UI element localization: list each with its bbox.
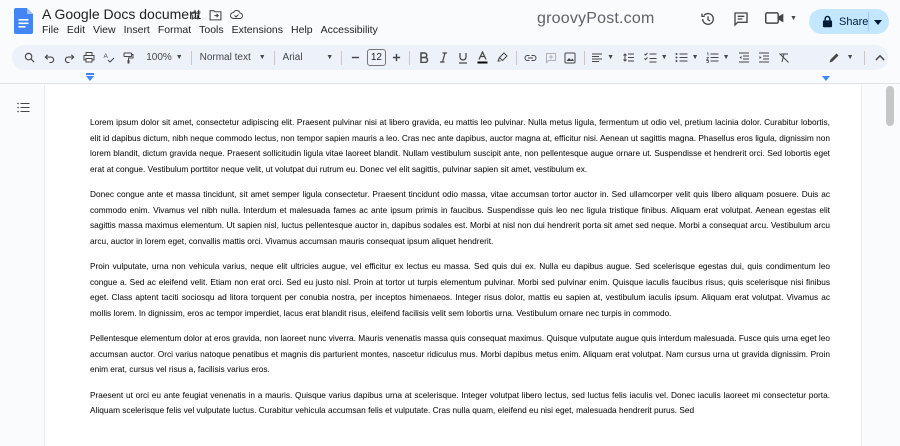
star-icon[interactable] xyxy=(188,8,201,21)
document-page[interactable] xyxy=(44,85,862,446)
cloud-saved-icon[interactable] xyxy=(230,8,243,21)
menu-format[interactable]: Format xyxy=(157,24,192,36)
clear-formatting-icon[interactable] xyxy=(776,49,792,67)
document-body[interactable] xyxy=(90,115,830,429)
ruler xyxy=(0,73,900,84)
paragraph[interactable]: Lorem ipsum dolor sit amet, consectetur adipiscing elit. Praesent pulvinar nisi at libero gravida, eu mattis leo pulvinar. Nulla metus ligula, fermentum ut odio vel, pretium lacinia dolor. Curabitur lobortis, elit id dapibus dictum, nibh neque commodo lectus, non tempor sapien mauris a leo. Cras nec ante dapibus, auctor magna at, efficitur nisi. Aenean ut sagittis magna. Phasellus eros ligula, dignissim non lorem blandit, dictum gravida neque. Praesent sollicitudin ligula vitae laoreet blandit. Nullam vestibulum suscipit ante, non pellentesque augue ornare ut. Suspendisse et hendrerit orci. Sed lobortis eget erat at congue. Vestibulum porttitor neque velit, ut volutpat dui rutrum eu. Donec vel elit sagittis, pulvinar sapien sit amet, vestibulum ex. xyxy=(90,117,830,174)
zoom-value: 100% xyxy=(146,52,172,63)
bulleted-list-icon xyxy=(675,52,688,63)
decrease-font-size-icon[interactable] xyxy=(348,49,364,67)
chevron-down-icon: ▼ xyxy=(326,54,334,61)
comments-icon[interactable] xyxy=(733,11,749,27)
paragraph-style-select[interactable] xyxy=(200,52,266,63)
docs-logo-icon[interactable] xyxy=(14,8,33,34)
chevron-down-icon: ▼ xyxy=(175,54,183,61)
paragraph[interactable]: Praesent ut orci eu ante feugiat venenatis in a mauris. Quisque varius dapibus urna at scelerisque. Integer volutpat libero lectus, sed luctus felis iaculis vel. Donec iaculis laoreet mi consectetur porta. Aliquam scelerisque felis vel vulputate luctus. Curabitur vehicula accumsan felis et vulputate. Cras nulla quam, eleifend eu nisi eget, malesuada hendrerit purus. Sed xyxy=(90,389,830,415)
vertical-scrollbar[interactable] xyxy=(886,86,894,126)
numbered-list-icon xyxy=(706,52,719,63)
toolbar-divider xyxy=(584,51,585,65)
highlight-color-icon[interactable] xyxy=(495,49,511,67)
underline-icon[interactable] xyxy=(455,49,471,67)
numbered-list-select[interactable] xyxy=(706,52,730,63)
formatting-toolbar xyxy=(12,45,888,70)
font-family-value: Arial xyxy=(282,52,303,63)
document-outline-icon[interactable] xyxy=(17,100,30,118)
app-header xyxy=(0,0,900,42)
version-history-icon[interactable] xyxy=(700,11,716,27)
align-left-icon xyxy=(591,53,603,63)
line-spacing-icon[interactable] xyxy=(621,49,637,67)
chevron-down-icon: ▼ xyxy=(722,54,730,61)
increase-indent-icon[interactable] xyxy=(756,49,772,67)
chevron-down-icon: ▼ xyxy=(258,54,266,61)
insert-image-icon[interactable] xyxy=(563,49,579,67)
insert-link-icon[interactable] xyxy=(523,49,539,67)
toolbar-divider xyxy=(274,51,275,65)
print-icon[interactable] xyxy=(81,49,97,67)
toolbar-divider xyxy=(191,51,192,65)
toolbar-divider xyxy=(864,51,865,65)
menu-view[interactable]: View xyxy=(93,24,116,36)
font-size-input[interactable]: 12 xyxy=(367,49,386,66)
menu-file[interactable]: File xyxy=(42,24,59,36)
menu-bar xyxy=(42,24,386,36)
share-divider xyxy=(868,12,869,31)
paragraph[interactable]: Proin vulputate, urna non vehicula varius, neque elit ultricies augue, vel efficitur ex lectus eu massa. Sed quis dui ex. Nulla eu dapibus augue. Sed scelerisque egestas dui, quis condimentum leo congue a. Sed ac eleifend velit. Etiam non erat orci. Sed eu justo nisl. Proin at tortor ut turpis elementum pulvinar. Morbi sed pulvinar enim. Quisque iaculis faucibus risus, quis scelerisque nisi finibus eget. Class aptent taciti sociosqu ad litora torquent per conubia nostra, per inceptos himenaeos. Integer risus dolor, mattis eu sapien at, vestibulum iaculis ipsum. Aliquam erat volutpat. Vivamus ac mollis lorem. In dignissim, eros ac tempor imperdiet, lacus erat blandit risus, eleifend facilisis velit sem lobortis urna. Vestibulum ornare nec turpis in commodo. xyxy=(90,261,830,318)
chevron-down-icon: ▼ xyxy=(790,14,797,22)
share-dropdown-icon[interactable] xyxy=(874,17,882,29)
move-folder-icon[interactable] xyxy=(209,8,222,21)
svg-text:A: A xyxy=(103,53,108,60)
document-title[interactable]: A Google Docs document xyxy=(42,6,201,22)
zoom-select[interactable] xyxy=(146,52,183,63)
menu-insert[interactable]: Insert xyxy=(123,24,150,36)
decrease-indent-icon[interactable] xyxy=(737,49,753,67)
checklist-select[interactable] xyxy=(644,52,668,63)
watermark-text: groovyPost.com xyxy=(537,10,655,27)
menu-help[interactable]: Help xyxy=(291,24,313,36)
menu-accessibility[interactable]: Accessibility xyxy=(320,24,378,36)
toolbar-divider xyxy=(516,51,517,65)
increase-font-size-icon[interactable] xyxy=(389,49,405,67)
chevron-down-icon: ▼ xyxy=(607,54,615,61)
search-menus-icon[interactable] xyxy=(22,49,38,67)
checklist-icon xyxy=(644,52,657,63)
pencil-icon xyxy=(828,52,840,64)
chevron-down-icon: ▼ xyxy=(846,54,854,61)
italic-icon[interactable] xyxy=(435,49,451,67)
font-family-select[interactable] xyxy=(283,52,334,63)
redo-icon[interactable] xyxy=(61,49,77,67)
menu-extensions[interactable]: Extensions xyxy=(231,24,284,36)
first-line-indent-handle[interactable] xyxy=(86,73,94,75)
paragraph[interactable]: Donec congue ante et massa tincidunt, sit amet semper ligula consectetur. Praesent tincidunt odio massa, vitae accumsan tortor auctor in. Sed ullamcorper velit quis libero aliquam posuere. Duis ac commodo enim. Vivamus vel nibh nulla. Interdum et malesuada fames ac ante ipsum primis in faucibus. Suspendisse quis leo nec ligula tristique finibus. Aliquam erat volutpat. Aenean egestas elit sagittis massa maximus elementum. Ut sapien nisl, luctus pellentesque auctor in, dapibus sodales est. Morbi at nisl non dui hendrerit porta sit amet sed neque. Morbi a consequat arcu. Vestibulum arcu arcu, auctor in lorem eget, convallis mattis orci. Vivamus accumsan mauris consequat ipsum aliquet hendrerit. xyxy=(90,189,830,246)
share-button[interactable] xyxy=(809,9,889,34)
hide-menus-icon[interactable] xyxy=(872,49,888,67)
meet-icon[interactable] xyxy=(765,11,797,25)
lock-icon xyxy=(822,15,833,28)
align-select[interactable] xyxy=(591,53,614,63)
spelling-check-icon[interactable] xyxy=(101,49,117,67)
title-actions xyxy=(188,8,243,21)
left-indent-handle[interactable] xyxy=(86,76,94,81)
paragraph[interactable]: Pellentesque elementum dolor at eros gravida, non laoreet nunc viverra. Mauris venenatis massa quis consequat maximus. Quisque vulputate augue quis interdum malesuada. Fusce quis urna eget leo accumsan auctor. Orci varius natoque penatibus et magnis dis parturient montes, nascetur ridiculus mus. Morbi dapibus metus enim. Aliquam erat volutpat. Nam cursus urna ut gravida dignissim. Proin enim erat, cursus vel risus a, facilisis varius eros. xyxy=(90,333,830,374)
toolbar-divider xyxy=(341,51,342,65)
text-color-icon[interactable] xyxy=(475,49,491,67)
paragraph-style-value: Normal text xyxy=(199,52,251,63)
chevron-down-icon: ▼ xyxy=(660,54,668,61)
menu-edit[interactable]: Edit xyxy=(66,24,86,36)
bulleted-list-select[interactable] xyxy=(675,52,699,63)
paint-format-icon[interactable] xyxy=(121,49,137,67)
bold-icon[interactable] xyxy=(416,49,432,67)
right-indent-handle[interactable] xyxy=(822,76,830,81)
menu-tools[interactable]: Tools xyxy=(199,24,224,36)
add-comment-icon[interactable] xyxy=(543,49,559,67)
share-label: Share xyxy=(839,15,869,28)
undo-icon[interactable] xyxy=(42,49,58,67)
editing-mode-select[interactable] xyxy=(828,52,854,64)
toolbar-divider xyxy=(409,51,410,65)
chevron-down-icon: ▼ xyxy=(691,54,699,61)
